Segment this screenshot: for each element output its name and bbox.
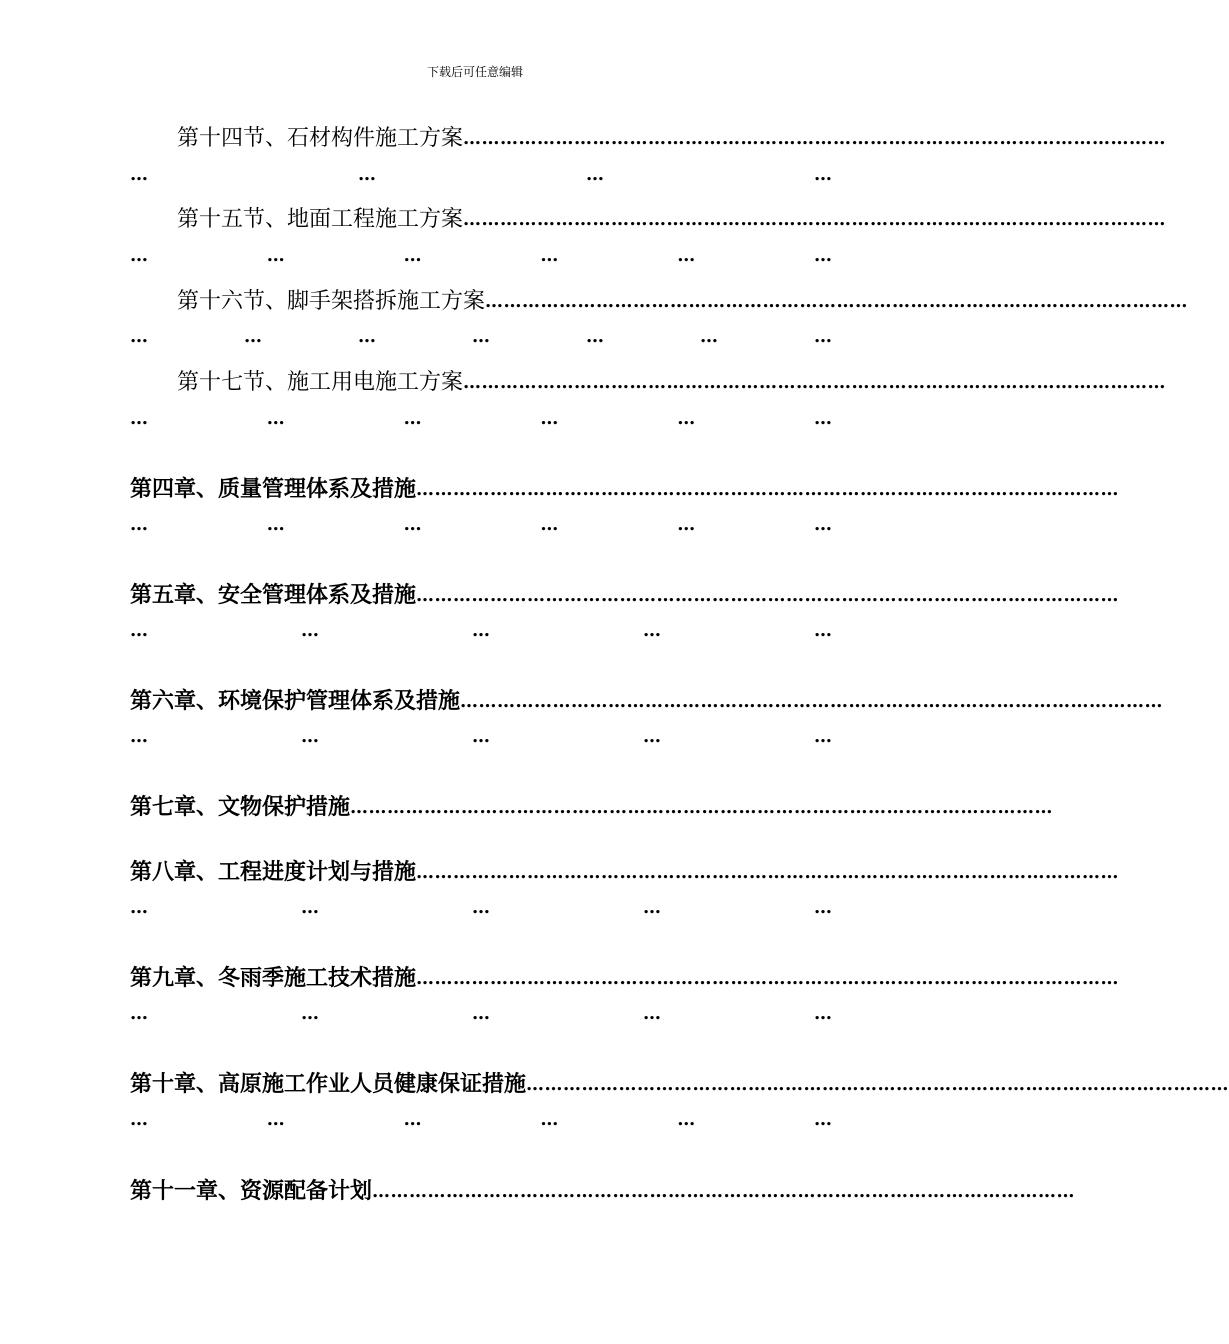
dot-leader: …………………………………………………………………………………………………… [416,479,1120,500]
dot-leader: …………………………………………………………………………………………………… [416,862,1120,883]
toc-entry[interactable] [130,201,1167,233]
entry-title: 施工用电施工方案 [287,370,464,395]
dot-leader-continuation: … … … … … … [130,1109,832,1130]
entry-label: 第五章、 [130,582,219,608]
dot-leader-continuation: … … … … … … [130,408,832,429]
dot-leader-continuation: … … … … … [130,620,832,641]
dot-leader-continuation: … … … … … … [130,514,832,535]
dot-leader: …………………………………………………………………………………………………… [350,797,1054,818]
entry-label: 第十五节、 [177,207,288,232]
entry-title: 工程进度计划与措施 [218,859,417,885]
entry-label: 第十四节、 [177,126,288,151]
toc-entry[interactable] [130,283,1189,315]
entry-label: 第四章、 [130,476,219,502]
entry-label: 第九章、 [130,965,219,991]
entry-title: 资源配备计划 [240,1178,373,1204]
entry-title: 石材构件施工方案 [287,126,464,151]
entry-title: 环境保护管理体系及措施 [218,688,461,714]
dot-leader-continuation: … … … … … … [130,245,832,266]
dot-leader: …………………………………………………………………………………………………… [485,291,1189,312]
toc-entry[interactable] [130,1173,1076,1205]
dot-leader-continuation: … … … … … [130,726,832,747]
dot-leader: …………………………………………………………………………………………………… [416,968,1120,989]
toc-entry[interactable] [130,960,1120,992]
dot-leader: …………………………………………………………………………………………………… [526,1074,1229,1095]
entry-label: 第七章、 [130,794,219,820]
toc-entry[interactable] [130,854,1120,886]
dot-leader: …………………………………………………………………………………………………… [463,128,1167,149]
dot-leader-continuation: … … … … … [130,897,832,918]
toc-entry[interactable] [130,577,1120,609]
entry-title: 脚手架搭拆施工方案 [287,289,486,314]
dot-leader: …………………………………………………………………………………………………… [463,372,1167,393]
entry-title: 安全管理体系及措施 [218,582,417,608]
entry-title: 冬雨季施工技术措施 [218,965,417,991]
entry-title: 质量管理体系及措施 [218,476,417,502]
entry-title: 地面工程施工方案 [287,207,464,232]
toc-entry[interactable] [130,471,1120,503]
entry-label: 第十六节、 [177,289,288,314]
entry-title: 高原施工作业人员健康保证措施 [218,1071,527,1097]
toc-entry[interactable] [130,364,1167,396]
entry-label: 第八章、 [130,859,219,885]
toc-entry[interactable] [130,120,1167,152]
toc-entry[interactable] [130,683,1164,715]
toc-entry[interactable] [130,789,1054,821]
dot-leader: …………………………………………………………………………………………………… [463,209,1167,230]
dot-leader: …………………………………………………………………………………………………… [372,1181,1076,1202]
dot-leader: …………………………………………………………………………………………………… [416,585,1120,606]
dot-leader-continuation: … … … … … … … [130,326,832,347]
toc-entry[interactable] [130,1066,1229,1098]
dot-leader-continuation: … … … … [130,164,832,185]
entry-label: 第十一章、 [130,1178,241,1204]
page-header: 下载后可任意编辑 [426,65,523,79]
entry-label: 第六章、 [130,688,219,714]
entry-title: 文物保护措施 [218,794,351,820]
entry-label: 第十章、 [130,1071,219,1097]
entry-label: 第十七节、 [177,370,288,395]
dot-leader: …………………………………………………………………………………………………… [460,691,1164,712]
dot-leader-continuation: … … … … … [130,1003,832,1024]
